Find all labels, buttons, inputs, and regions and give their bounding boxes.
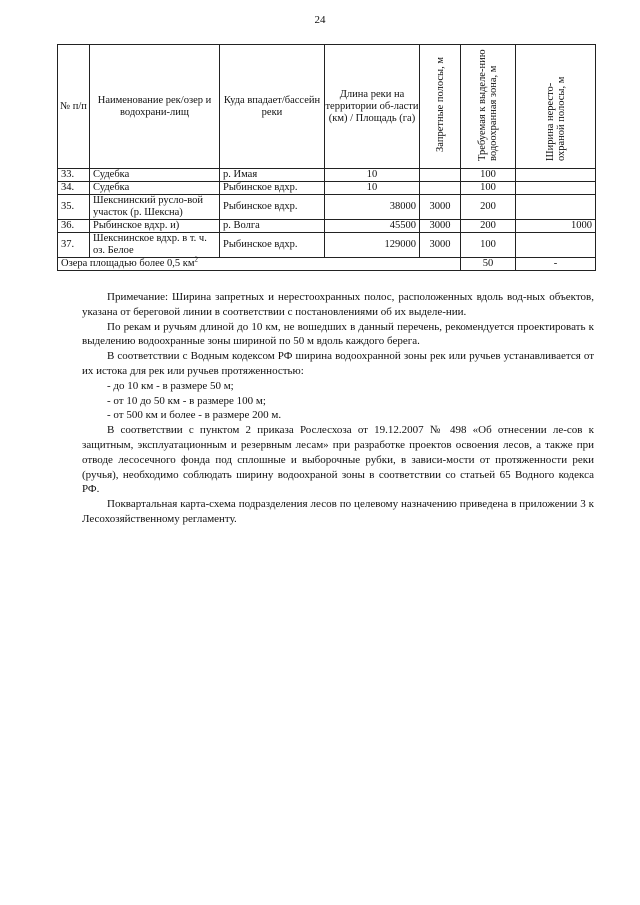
cell-length: 10 [325,182,420,195]
header-name: Наименование рек/озер и водохрани-лищ [90,45,220,169]
cell-num: 34. [58,182,90,195]
lakes-zone: 50 [461,258,516,271]
cell-zone: 200 [461,195,516,220]
cell-num: 33. [58,169,90,182]
list-item: - до 10 км - в размере 50 м; [107,379,234,392]
cell-name: Рыбинское вдхр. и) [90,220,220,233]
table-row [58,169,596,182]
cell-forbidden: 3000 [420,220,461,233]
note-paragraph: Примечание: Ширина запретных и нерестоохранных полос, расположенных вдоль вод-ных объектов, указана от береговой линии в соответствии с постановлениями об их выделе-нии. [82,291,594,318]
cell-num: 36. [58,220,90,233]
cell-basin: р. Имая [220,169,325,182]
notes-text [82,290,594,527]
header-basin: Куда впадает/бассейн реки [220,45,325,169]
list-item: - от 10 до 50 км - в размере 100 м; [107,394,266,407]
recommendation-paragraph: По рекам и ручьям длиной до 10 км, не вошедших в данный перечень, рекомендуется проектировать к выделению водоохранные зоны шириной по 50 м вдоль каждого берега. [82,320,594,348]
lakes-spawn: - [516,258,596,271]
cell-basin: Рыбинское вдхр. [220,233,325,258]
table-row [58,195,596,220]
cell-spawn [516,182,596,195]
cell-basin: р. Волга [220,220,325,233]
cell-length: 129000 [325,233,420,258]
cell-spawn [516,169,596,182]
list-item: - от 500 км и более - в размере 200 м. [107,409,282,422]
table-footer-row [58,258,596,271]
cell-num: 35. [58,195,90,220]
cell-zone: 100 [461,169,516,182]
cell-length: 38000 [325,195,420,220]
cell-name: Судебка [90,169,220,182]
cell-zone: 200 [461,220,516,233]
cell-name: Судебка [90,182,220,195]
cell-basin: Рыбинское вдхр. [220,182,325,195]
water-code-paragraph: В соответствии с Водным кодексом РФ ширина водоохранной зоны рек или ручьев устанавливается от их истока для рек или ручьев протяженностью: [82,350,594,377]
header-num: № п/п [58,45,90,169]
cell-length: 10 [325,169,420,182]
table-header-row [58,45,596,169]
header-forbidden: Запретные полосы, м [420,45,461,169]
table-row [58,233,596,258]
cell-name: Шекснинский русло-вой участок (р. Шексна) [90,195,220,220]
cell-length: 45500 [325,220,420,233]
cell-spawn [516,233,596,258]
cell-zone: 100 [461,182,516,195]
cell-name: Шекснинское вдхр. в т. ч. оз. Белое [90,233,220,258]
cell-forbidden: 3000 [420,195,461,220]
cell-spawn: 1000 [516,220,596,233]
cell-forbidden [420,169,461,182]
header-spawning: Ширина нересто-охраной полосы, м [516,45,596,169]
header-length: Длина реки на территории об-ласти (км) / Площадь (га) [325,45,420,169]
cell-basin: Рыбинское вдхр. [220,195,325,220]
cell-forbidden: 3000 [420,233,461,258]
cell-spawn [516,195,596,220]
table-row [58,220,596,233]
header-water-zone: Требуемая к выделе-нию водоохранная зона, м [461,45,516,169]
table-row [58,182,596,195]
page-number: 24 [314,14,326,26]
lakes-label: Озера площадью более 0,5 $км^2$ [58,258,461,271]
rivers-table [57,44,596,271]
order-paragraph: В соответствии с пунктом 2 приказа Рослесхоза от 19.12.2007 № 498 «Об отнесении ле-сов к защитным, эксплуатационным и резервным лесам» при разработке проектов освоения лесов, а также при отводе лесосечного фонда под сплошные и выборочные рубки, в зависи-мости от протяженности реки (ручья), необходимо соблюдать ширину водоохраной зоны в соответствии со статьей 65 Водного кодекса РФ. [82,424,594,496]
cell-forbidden [420,182,461,195]
cell-zone: 100 [461,233,516,258]
map-paragraph: Поквартальная карта-схема подразделения лесов по целевому назначению приведена в приложении 3 к Лесохозяйственному регламенту. [82,498,594,525]
cell-num: 37. [58,233,90,258]
